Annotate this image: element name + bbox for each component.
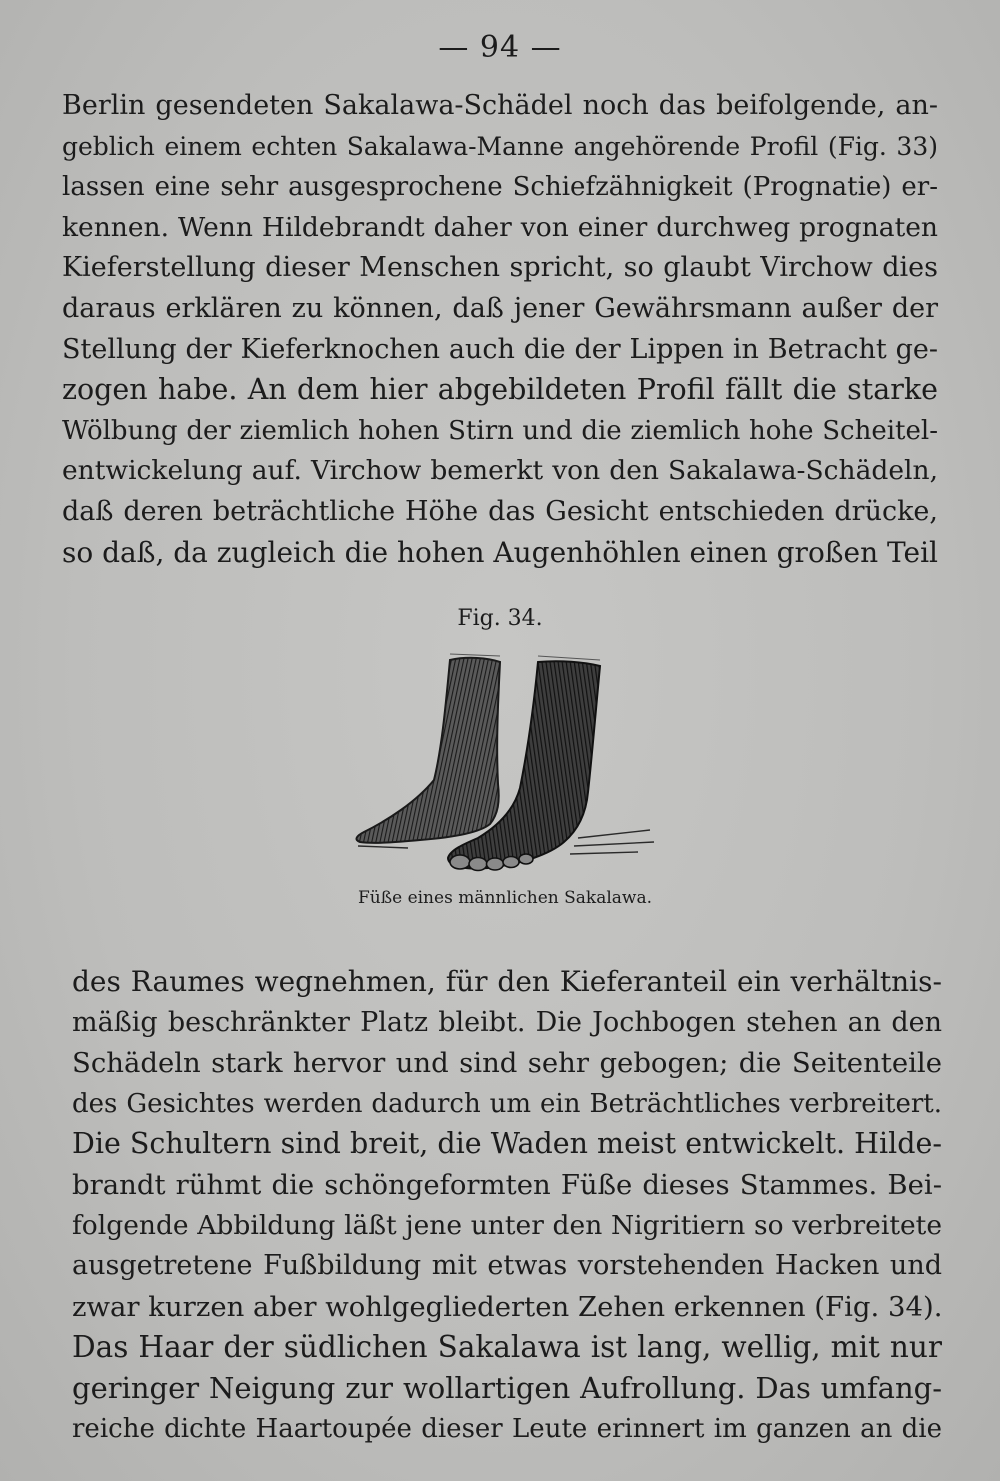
text-line: zogen habe. An dem hier abgebildeten Profil fällt die starke [62,373,938,407]
feet-illustration [338,652,668,880]
text-line: mäßig beschränkter Platz bleibt. Die Jochbogen stehen an den [72,1006,942,1038]
text-line: brandt rühmt die schöngeformten Füße dieses Stammes. Bei- [72,1168,942,1201]
page-number: — 94 — [438,30,562,65]
text-line: geringer Neigung zur wollartigen Aufrollung. Das umfang- [72,1370,942,1405]
text-line: entwickelung auf. Virchow bemerkt von den Sakalawa-Schädeln, [62,455,938,487]
paragraph-top [62,86,938,573]
text-line: geblich einem echten Sakalawa-Manne angehörende Profil (Fig. 33) [62,131,938,161]
text-line: zwar kurzen aber wohlgegliederten Zehen erkennen (Fig. 34). [72,1290,943,1323]
text-line: Kieferstellung dieser Menschen spricht, so glaubt Virchow dies [62,252,938,284]
paragraph-bottom [72,962,942,1449]
text-line: reiche dichte Haartoupée dieser Leute erinnert im ganzen an die [72,1413,942,1444]
figure-caption: Füße eines männlichen Sakalawa. [358,888,652,908]
figure-label: Fig. 34. [457,606,543,631]
text-line: lassen eine sehr ausgesprochene Schiefzähnigkeit (Prognatie) er- [62,172,938,203]
text-line: Wölbung der ziemlich hohen Stirn und die ziemlich hohe Scheitel- [62,415,938,446]
text-line: des Gesichtes werden dadurch um ein Beträchtliches verbreitert. [72,1088,942,1119]
text-line: Das Haar der südlichen Sakalawa ist lang, wellig, mit nur [72,1330,942,1365]
text-line: des Raumes wegnehmen, für den Kieferanteil ein verhältnis- [72,965,942,998]
text-line: Schädeln stark hervor und sind sehr gebogen; die Seitenteile [72,1047,942,1080]
text-line: daß deren beträchtliche Höhe das Gesicht entschieden drücke, [62,495,938,527]
text-line: ausgetretene Fußbildung mit etwas vorstehenden Hacken und [72,1250,942,1282]
text-line: so daß, da zugleich die hohen Augenhöhlen einen großen Teil [62,535,938,569]
text-line: folgende Abbildung läßt jene unter den Nigritiern so verbreitete [72,1209,942,1241]
text-line: Stellung der Kieferknochen auch die der Lippen in Betracht ge- [62,333,938,365]
text-line: Berlin gesendeten Sakalawa-Schädel noch das beifolgende, an- [62,90,938,121]
text-line: daraus erklären zu können, daß jener Gewährsmann außer der [62,292,938,324]
text-line: kennen. Wenn Hildebrandt daher von einer durchweg prognaten [62,211,938,243]
text-line: Die Schultern sind breit, die Waden meist entwickelt. Hilde- [72,1127,942,1161]
